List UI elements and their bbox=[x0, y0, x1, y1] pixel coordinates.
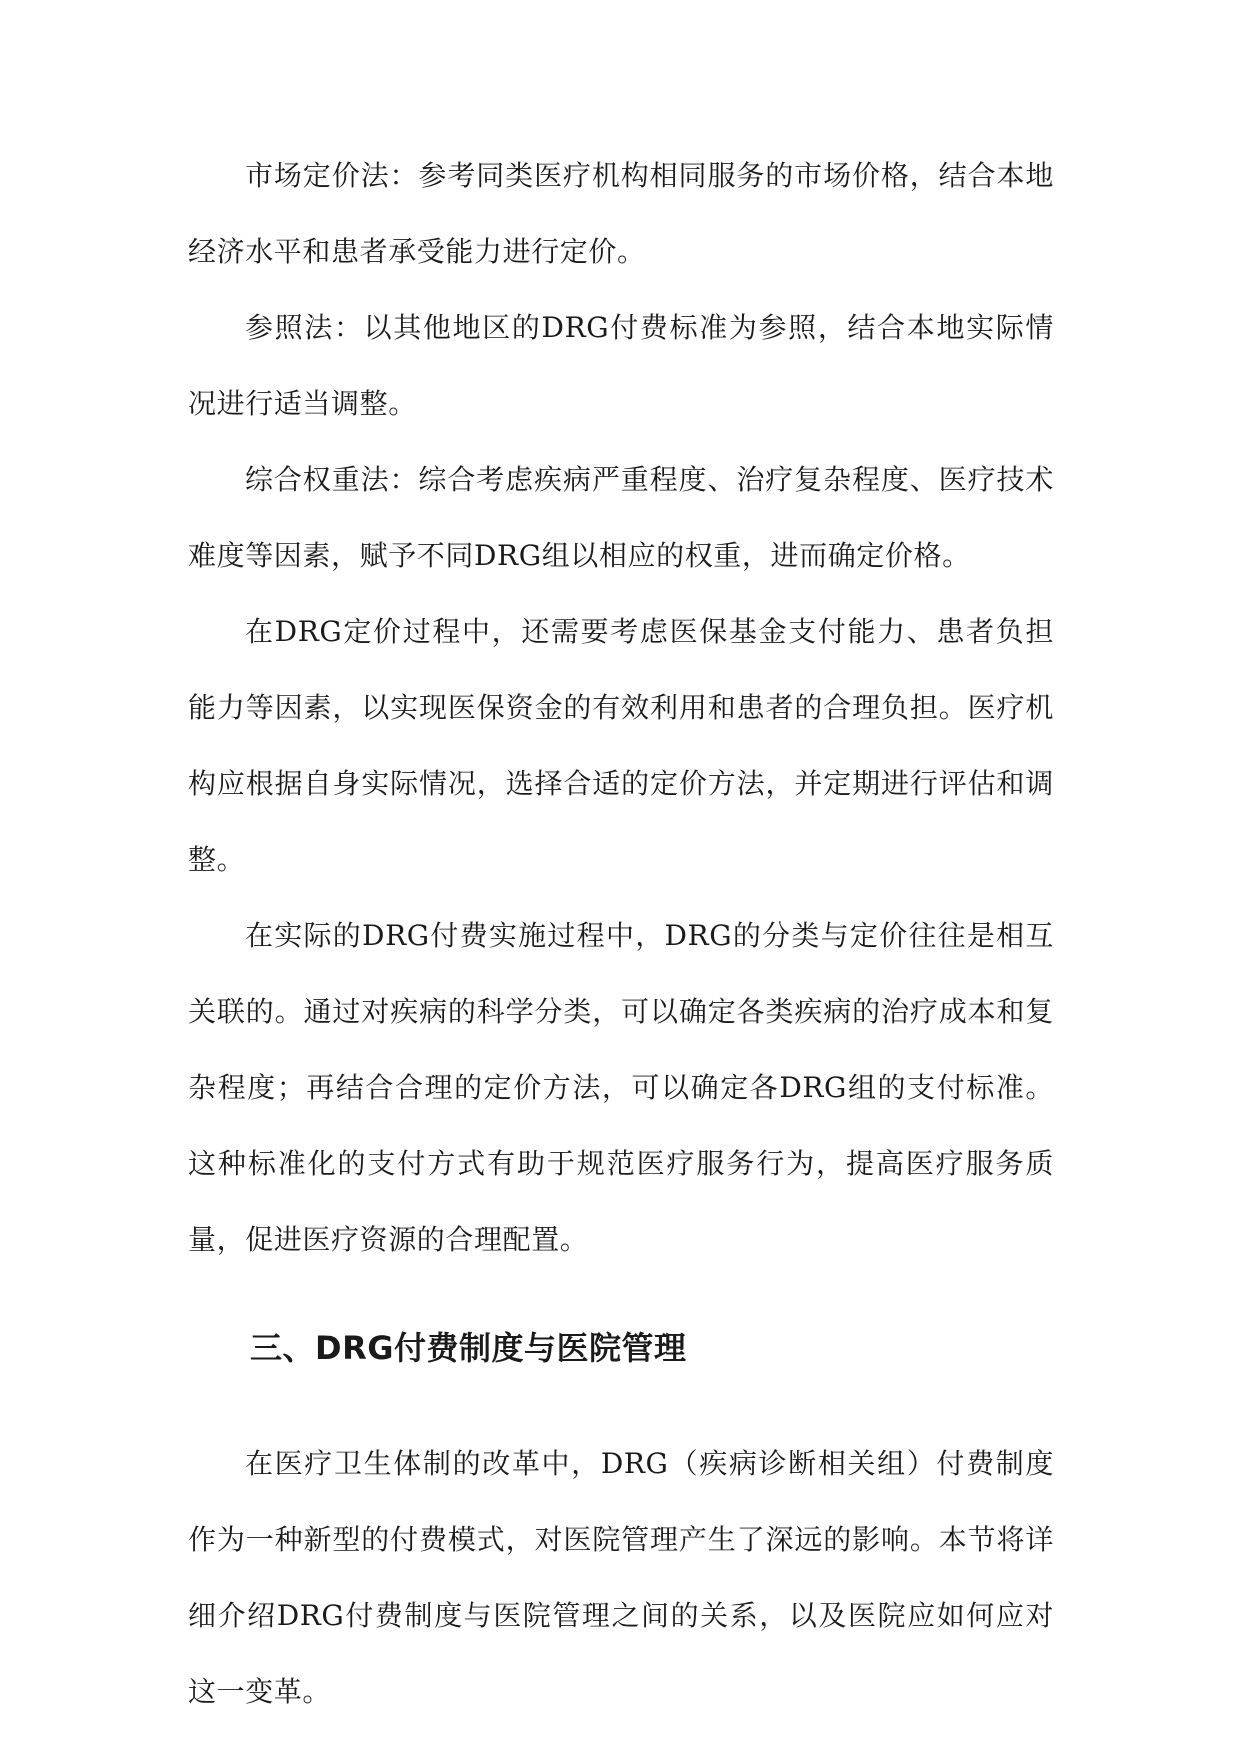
paragraph-market-pricing: 市场定价法：参考同类医疗机构相同服务的市场价格，结合本地经济水平和患者承受能力进行定价。 bbox=[188, 159, 1054, 268]
paragraph-weighted-method: 综合权重法：综合考虑疾病严重程度、治疗复杂程度、医疗技术难度等因素，赋予不同DRG组以相应的权重，进而确定价格。 bbox=[188, 463, 1054, 572]
paragraph-section-intro: 在医疗卫生体制的改革中，DRG（疾病诊断相关组）付费制度作为一种新型的付费模式，对医院管理产生了深远的影响。本节将详细介绍DRG付费制度与医院管理之间的关系，以及医院应如何应对这一变革。 bbox=[188, 1447, 1054, 1708]
paragraph-classification-and-pricing: 在实际的DRG付费实施过程中，DRG的分类与定价往往是相互关联的。通过对疾病的科学分类，可以确定各类疾病的治疗成本和复杂程度；再结合合理的定价方法，可以确定各DRG组的支付标准。这种标准化的支付方式有助于规范医疗服务行为，提高医疗服务质量，促进医疗资源的合理配置。 bbox=[188, 919, 1054, 1256]
document-body bbox=[188, 138, 1054, 1730]
paragraph-pricing-considerations: 在DRG定价过程中，还需要考虑医保基金支付能力、患者负担能力等因素，以实现医保资金的有效利用和患者的合理负担。医疗机构应根据自身实际情况，选择合适的定价方法，并定期进行评估和调整。 bbox=[188, 615, 1054, 876]
section-heading: 三、DRG付费制度与医院管理 bbox=[250, 1329, 687, 1367]
paragraph-reference-method: 参照法：以其他地区的DRG付费标准为参照，结合本地实际情况进行适当调整。 bbox=[188, 311, 1054, 420]
